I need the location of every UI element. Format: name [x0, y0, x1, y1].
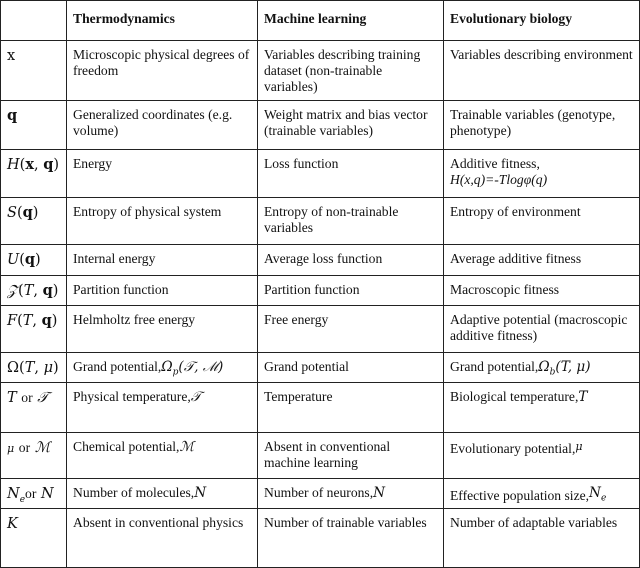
thermo-cell: Internal energy	[67, 245, 258, 276]
bio-cell: Average additive fitness	[444, 245, 640, 276]
table-row	[1, 276, 640, 306]
thermo-cell: Physical temperature,𝒯	[67, 383, 258, 433]
thermo-cell: Number of molecules,N	[67, 479, 258, 509]
header-machine-learning: Machine learning	[258, 1, 444, 41]
ml-cell: Partition function	[258, 276, 444, 306]
ml-cell: Number of neurons,N	[258, 479, 444, 509]
thermo-cell: Grand $potential,\Omega_p(𝒯$, ℳ)	[67, 353, 258, 383]
bio-cell: Trainable variables (genotype, phenotype)	[444, 101, 640, 150]
symbol-cell: Ω(T, μ)	[1, 353, 67, 383]
bio-cell: Macroscopic fitness	[444, 276, 640, 306]
table-row	[1, 41, 640, 101]
ml-cell: Variables describing training dataset (non-trainable variables)	[258, 41, 444, 101]
ml-cell: Number of trainable variables	[258, 509, 444, 568]
ml-cell: Absent in conventional machine learning	[258, 433, 444, 479]
header-thermodynamics: Thermodynamics	[67, 1, 258, 41]
additive-fitness-formula: H(x,q)=-Tlogφ(q)	[450, 172, 548, 187]
thermo-cell: Energy	[67, 150, 258, 198]
header-evolutionary-biology: Evolutionary biology	[444, 1, 640, 41]
table-row	[1, 101, 640, 150]
bio-cell: Grand $potential,\Omega_b(T$, μ)	[444, 353, 640, 383]
symbol-cell: U(q)	[1, 245, 67, 276]
ml-cell: Grand potential	[258, 353, 444, 383]
ml-cell: Entropy of non-trainable variables	[258, 198, 444, 245]
bio-cell: Effective population $size,N_e$	[444, 479, 640, 509]
ml-cell: Free energy	[258, 306, 444, 353]
table-row	[1, 479, 640, 509]
bio-cell: Biological temperature,T	[444, 383, 640, 433]
thermo-cell: Entropy of physical system	[67, 198, 258, 245]
symbol-cell: μ or ℳ	[1, 433, 67, 479]
ml-cell: Temperature	[258, 383, 444, 433]
header-row	[1, 1, 640, 41]
symbol-cell: $N_eor$ N	[1, 479, 67, 509]
table-row	[1, 433, 640, 479]
symbol-cell: 𝒵(T, q)	[1, 276, 67, 306]
symbol-cell: T or 𝒯	[1, 383, 67, 433]
ml-cell: Loss function	[258, 150, 444, 198]
thermo-cell: Chemical potential,ℳ	[67, 433, 258, 479]
ml-cell: Average loss function	[258, 245, 444, 276]
ml-cell: Weight matrix and bias vector (trainable variables)	[258, 101, 444, 150]
thermo-cell: Absent in conventional physics	[67, 509, 258, 568]
table-row	[1, 306, 640, 353]
bio-cell: Adaptive potential (macroscopic additive fitness)	[444, 306, 640, 353]
symbol-cell: H(x, q)	[1, 150, 67, 198]
thermo-cell: Microscopic physical degrees of freedom	[67, 41, 258, 101]
bio-cell: Number of adaptable variables	[444, 509, 640, 568]
symbol-cell: q	[1, 101, 67, 150]
symbol-cell: F(T, q)	[1, 306, 67, 353]
table-row	[1, 509, 640, 568]
bio-cell: Additive fitness, H(x,q)=-Tlogφ(q)	[444, 150, 640, 198]
table-row	[1, 353, 640, 383]
symbol-cell: S(q)	[1, 198, 67, 245]
thermo-cell: Helmholtz free energy	[67, 306, 258, 353]
table-row	[1, 383, 640, 433]
header-symbol	[1, 1, 67, 41]
symbol-cell: x	[1, 41, 67, 101]
symbol-cell: K	[1, 509, 67, 568]
bio-cell: Variables describing environment	[444, 41, 640, 101]
bio-cell: Evolutionary potential,$^\mu$	[444, 433, 640, 479]
thermo-cell: Partition function	[67, 276, 258, 306]
table-row	[1, 198, 640, 245]
table-row	[1, 150, 640, 198]
bio-cell: Entropy of environment	[444, 198, 640, 245]
table-row	[1, 245, 640, 276]
thermo-cell: Generalized coordinates (e.g. volume)	[67, 101, 258, 150]
